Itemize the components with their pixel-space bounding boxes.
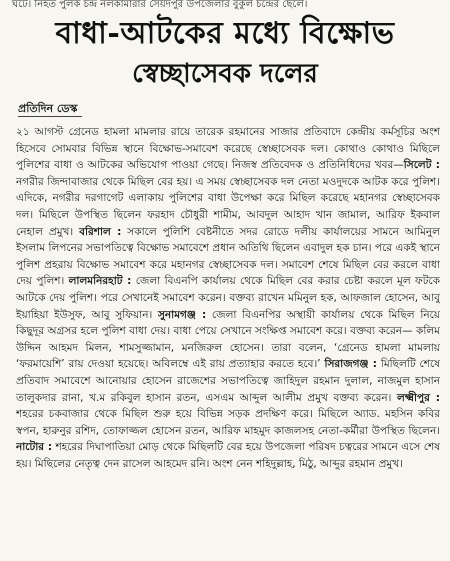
byline: প্রতিদিন ডেস্ক [18, 102, 78, 115]
natore-text: শহরের দিঘাপাতিয়া মোড় থেকে মিছিলটি বের হয়ে উপজেলা পরিষদ চত্বরের সামনে এসে শেষ হয়। মিছিলের নেতৃত্ব দেন রাসেল আহমেদ রনি। অংশ নেন শহিদুল্লাহ, মিঠু, আব্দুর রহমান প্রমুখ। [16, 441, 440, 470]
dateline-lalmonirhat: লালমনিরহাট : [68, 275, 132, 288]
dateline-lakshmipur: লক্ষ্মীপুর : [397, 391, 440, 404]
dateline-natore: নাটোর : [16, 441, 53, 454]
intro-text: ২১ আগস্ট গ্রেনেড হামলা মামলার রায়ে তারেক রহমানের সাজার প্রতিবাদে কেন্দ্রীয় কর্মসূচির অংশ হিসেবে সোমবার বিভিন্ন স্থানে বিক্ষোভ-সমাবেশ করেছে স্বেচ্ছাসেবক দল। কোথাও কোথাও মিছিলে পুলিশের বাধা ও আটকের অভিযোগ পাওয়া গেছে। নিজস্ব প্রতিবেদক ও প্রতিনিধিদের খবর— [16, 126, 440, 172]
byline-underline [18, 116, 82, 117]
dateline-barishal: বরিশাল : [79, 225, 122, 238]
article-body [16, 124, 440, 558]
lalmonirhat-text: জেলা বিএনপি কার্যালয় থেকে মিছিল বের করার চেষ্টা করলে মূল ফটকে আটকে দেয় পুলিশ। পরে সেখানেই সমাবেশ করেন। বক্তব্য রাখেন মমিনুল হক, আফজাল হোসেন, আবু ইয়াহিয়া ইউসুফ, আবু সুফিয়ান। [16, 275, 440, 321]
dateline-sunamganj: সুনামগঞ্জ : [157, 308, 207, 321]
dateline-sirajganj: সিরাজগঞ্জ : [324, 358, 377, 371]
previous-article-tail: ঘটে। নিহত পুলক চন্দ্র নলকামারার সৈয়দপুর উপজেলার বুকুল চন্দ্রের ছেলে। [12, 0, 308, 10]
sirajganj-text: মিছিলটি শেষে প্রতিবাদ সমাবেশে আনোয়ার হোসেন রাজেশের সভাপতিত্বে জাহিদুল রহমান দুলাল, নাজমুল হাসান তালুকদার রানা, খ.ম রকিবুল হাসান রতন, এসএম আব্দুল আলীম প্রমুখ বক্তব্য করেন। [16, 358, 440, 404]
barishal-text: সকালে পুলিশি বেষ্টনীতে সদর রোডে দলীয় কার্যালয়ের সামনে আমিনুল ইসলাম লিপনের সভাপতিত্বে বিক্ষোভ সমাবেশে প্রধান অতিথি ছিলেন এবাদুল হক চান। পরে একই স্থানে পুলিশ প্রহরায় বিক্ষোভ সমাবেশ করে মহানগর স্বেচ্ছাসেবক দল। সমাবেশ শেষে মিছিল বের করলে বাধা দেয় পুলিশ। [16, 225, 440, 288]
dateline-sylhet: সিলেট : [403, 159, 440, 172]
lakshmipur-text: শহরের চকবাজার থেকে মিছিল শুরু হয়ে বিভিন্ন সড়ক প্রদক্ষিণ করে। মিছিলে অ্যাড. মহসিন কবির স্বপন, হারুনুর রশিদ, তোফাজ্জল হোসেন রতন, আরিফ মাহমুদ কাজলসহ নেতা-কর্মীরা উপস্থিত ছিলেন। [16, 408, 440, 437]
sylhet-text: নগরীর জিন্দাবাজার থেকে মিছিল বের হয়। এ সময় স্বেচ্ছাসেবক দল নেতা মওদুদকে আটক করে পুলিশ। এদিকে, নগরীর দরগাগেট এলাকায় পুলিশের বাধা উপেক্ষা করে মিছিল করেছে মহানগর স্বেচ্ছাসেবক দল। মিছিলে উপস্থিত ছিলেন ফরহাদ চৌধুরী শামীম, আবদুল আহাদ খান জামাল, আরিফ ইকবাল নেহাল প্রমুখ। [16, 175, 440, 238]
sunamganj-text: জেলা বিএনপির অস্থায়ী কার্যালয় থেকে মিছিল নিয়ে কিছুদূর অগ্রসর হলে পুলিশ বাধা দেয়। বাধা পেয়ে সেখানে সংক্ষিপ্ত সমাবেশ করে। বক্তব্য করেন— কলিম উদ্দিন আহমদ মিলন, শামসুজ্জামান, মনজিরুল হোসেন। তারা বলেন, ‘গ্রেনেড হামলা মামলায় ‘ফরমায়েশি’ রায় দেওয়া হয়েছে। অবিলম্বে এই রায় প্রত্যাহার করতে হবে।’ [16, 308, 440, 371]
headline-line-2: স্বেচ্ছাসেবক দলের [132, 59, 318, 89]
headline-line-1: বাধা-আটকের মধ্যে বিক্ষোভ [55, 16, 395, 51]
